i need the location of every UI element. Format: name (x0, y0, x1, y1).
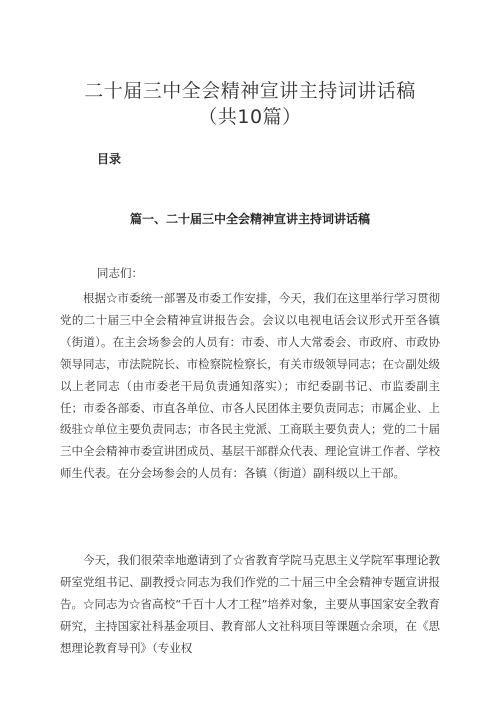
salutation: 同志们： (97, 266, 143, 280)
section-title: 篇一、二十届三中全会精神宣讲主持词讲话稿 (129, 212, 370, 226)
body-paragraph: 根据☆市委统一部署及市委工作安排，今天，我们在这里举行学习贯彻党的二十届三中全会精神宣讲报告会。会议以电视电话会议形式开至各镇（街道）。在主会场参会的人员有：市委、市人大常委会、市政府、市政协领导同志，市法院院长、市检察院检察长，有关市级领导同志；在☆副处级以上老同志（由市委老干局负责通知落实）；市纪委副书记、市监委副主任；市委各部委、市直各单位、市各人民团体主要负责同志；市属企业、上级驻☆单位主要负责同志；市各民主党派、工商联主要负责人；党的二十届三中全会精神市委宣讲团成员、基层干部群众代表、理论宣讲工作者、学校师生代表。在分会场参会的人员有：各镇（街道）副科级以上干部。 (60, 291, 440, 481)
body-paragraph: 今天，我们很荣幸地邀请到了☆省教育学院马克思主义学院军事理论教研室党组书记、副教授☆同志为我们作党的二十届三中全会精神专题宣讲报告。☆同志为☆省高校“千百十人才工程”培养对象，主要从事国家安全教育研究，主持国家社科基金项目、教育部人文社科项目等课题☆余项，在《思想理论教育导刊》（专业权 (60, 553, 440, 655)
toc-label: 目录 (97, 152, 122, 166)
document-title: 二十届三中全会精神宣讲主持词讲话稿（共10篇） (84, 80, 416, 128)
